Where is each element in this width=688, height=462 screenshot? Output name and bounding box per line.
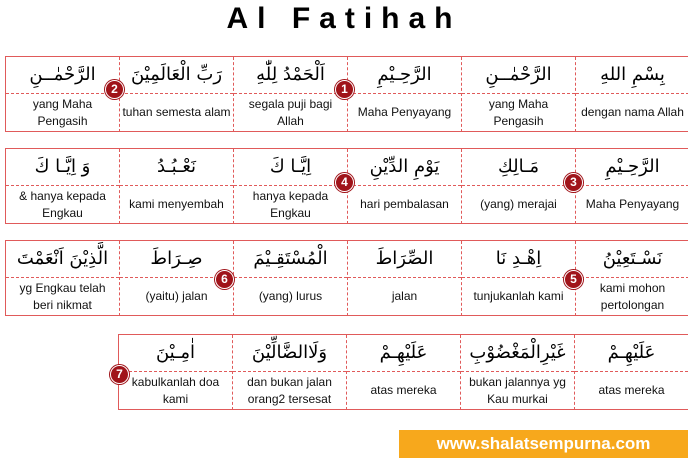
arabic-word: بِسْمِ اللهِ bbox=[576, 57, 688, 94]
word-cell bbox=[234, 149, 348, 224]
word-cell bbox=[120, 149, 234, 224]
word-cell bbox=[6, 57, 120, 132]
word-cell bbox=[234, 57, 348, 132]
word-cell bbox=[575, 335, 688, 410]
arabic-word: وَلَاالضَّالِّيْنَ bbox=[233, 335, 346, 372]
word-cell bbox=[576, 57, 688, 132]
word-cell bbox=[576, 241, 688, 316]
arabic-word: الرَّحِـيْمِ bbox=[576, 149, 688, 186]
word-cell bbox=[462, 57, 576, 132]
translation-text: (yaitu) jalan bbox=[145, 289, 208, 303]
arabic-word: يَوْمِ الدِّيْنِ bbox=[348, 149, 461, 186]
word-cell bbox=[234, 241, 348, 316]
word-cell bbox=[347, 335, 461, 410]
translation-text: tuhan semesta alam bbox=[122, 105, 231, 119]
verse-row-3 bbox=[5, 240, 688, 316]
page-title: Al Fatihah bbox=[226, 2, 462, 35]
arabic-word: مَـالِكِ bbox=[462, 149, 575, 186]
arabic-word: اِيَّـا كَ bbox=[234, 149, 347, 186]
translation-text: yang Maha Pengasih bbox=[488, 96, 549, 128]
translation-text: (yang) merajai bbox=[480, 197, 557, 211]
translation-text: tunjukanlah kami bbox=[473, 289, 564, 303]
translation-text: hari pembalasan bbox=[360, 197, 449, 211]
word-cell bbox=[348, 241, 462, 316]
translation-text: yang Maha Pengasih bbox=[32, 96, 93, 128]
arabic-word: الرَّحْمٰــنِ bbox=[462, 57, 575, 94]
word-cell bbox=[348, 149, 462, 224]
word-cell bbox=[120, 57, 234, 132]
arabic-word: الصِّرَاطَ bbox=[348, 241, 461, 278]
arabic-word: الْمُسْتَقِـيْمَ bbox=[234, 241, 347, 278]
arabic-word: عَلَيْهِـمْ bbox=[347, 335, 460, 372]
translation-text: & hanya kepada Engkau bbox=[19, 188, 106, 220]
verse-number-badge: 4 bbox=[335, 173, 354, 192]
translation-text: dan bukan jalan orang2 tersesat bbox=[247, 374, 332, 406]
translation-text: jalan bbox=[391, 289, 418, 303]
arabic-word: نَسْـتَعِيْنُ bbox=[576, 241, 688, 278]
translation-text: hanya kepada Engkau bbox=[252, 188, 329, 220]
arabic-word: صِـرَاطَ bbox=[120, 241, 233, 278]
translation-text: dengan nama Allah bbox=[581, 105, 684, 119]
word-cell bbox=[576, 149, 688, 224]
translation-text: atas mereka bbox=[598, 383, 665, 397]
verse-number-badge: 5 bbox=[564, 270, 583, 289]
arabic-word: الرَّحِـيْمِ bbox=[348, 57, 461, 94]
website-url-banner: www.shalatsempurna.com bbox=[399, 430, 688, 458]
verse-number-badge: 7 bbox=[110, 365, 129, 384]
translation-text: Maha Penyayang bbox=[585, 197, 680, 211]
arabic-word: اٰمِـيْنَ bbox=[119, 335, 232, 372]
arabic-word: اَلْحَمْدُ لِلّٰهِ bbox=[234, 57, 347, 94]
arabic-word: نَعْـبُـدُ bbox=[120, 149, 233, 186]
word-cell bbox=[6, 241, 120, 316]
verse-number-badge: 6 bbox=[215, 270, 234, 289]
verse-number-badge: 3 bbox=[564, 173, 583, 192]
arabic-word: غَيْرِالْمَغْضُوْبِ bbox=[461, 335, 574, 372]
arabic-word: الَّذِيْنَ اَنْعَمْتَ bbox=[6, 241, 119, 278]
arabic-word: الرَّحْمٰــنِ bbox=[6, 57, 119, 94]
translation-text: (yang) lurus bbox=[258, 289, 323, 303]
translation-text: kabulkanlah doa kami bbox=[131, 374, 220, 406]
word-cell bbox=[6, 149, 120, 224]
translation-text: kami mohon pertolongan bbox=[599, 280, 666, 312]
translation-text: atas mereka bbox=[370, 383, 437, 397]
translation-text: Maha Penyayang bbox=[357, 105, 452, 119]
arabic-word: رَبِّ الْعَالَمِيْنَ bbox=[120, 57, 233, 94]
verse-row-4 bbox=[118, 334, 688, 410]
arabic-word: اِهْـدِ نَا bbox=[462, 241, 575, 278]
word-cell bbox=[233, 335, 347, 410]
arabic-word: وَ اِيَّـا كَ bbox=[6, 149, 119, 186]
word-cell bbox=[462, 241, 576, 316]
verse-number-badge: 1 bbox=[335, 80, 354, 99]
word-cell bbox=[461, 335, 575, 410]
verse-number-badge: 2 bbox=[105, 80, 124, 99]
translation-text: yg Engkau telah beri nikmat bbox=[19, 280, 106, 312]
translation-text: segala puji bagi Allah bbox=[248, 96, 333, 128]
word-cell bbox=[348, 57, 462, 132]
word-cell bbox=[462, 149, 576, 224]
translation-text: kami menyembah bbox=[129, 197, 224, 211]
translation-text: bukan jalannya yg Kau murkai bbox=[469, 374, 566, 406]
word-cell bbox=[119, 335, 233, 410]
arabic-word: عَلَيْهِـمْ bbox=[575, 335, 688, 372]
